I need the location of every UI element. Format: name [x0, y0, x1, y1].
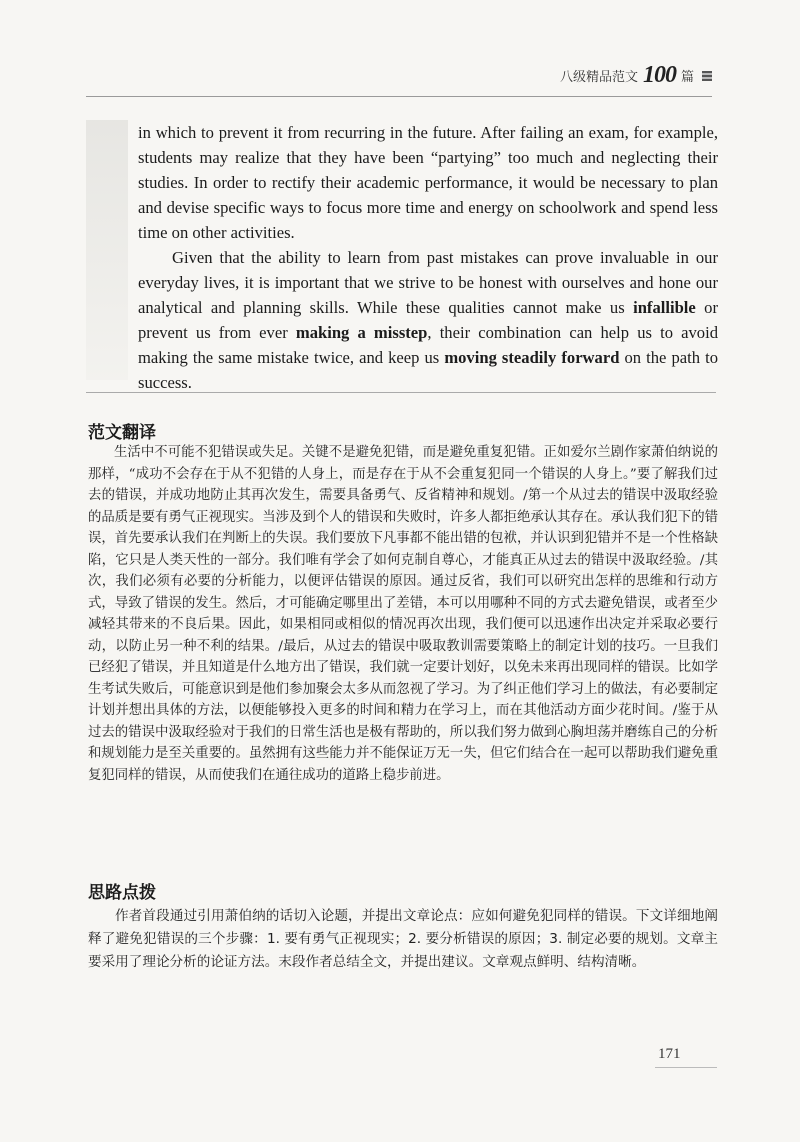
- text-run: or prevent us from ever: [138, 298, 718, 342]
- page-number: 171: [658, 1046, 681, 1062]
- bold-phrase: infallible: [633, 298, 696, 317]
- side-decoration: [86, 120, 128, 380]
- section-divider: [86, 392, 716, 393]
- tips-heading: 思路点拨: [88, 883, 156, 903]
- header-mark-icon: [702, 71, 712, 81]
- running-header: [560, 62, 712, 89]
- bold-phrase: moving steadily forward: [444, 348, 620, 367]
- header-number: 100: [642, 62, 676, 88]
- bold-phrase: making a misstep: [295, 323, 428, 342]
- text-run: in which to prevent it from recurring in the future. After failing an exam, for example, students may realize that they have been “partying” too much and neglecting their studies. In order to rectify their academic performance, it would be necessary to plan and devise specific ways to focus more time and energy on schoolwork and spend less time on other activities.: [138, 123, 718, 242]
- header-divider: [86, 96, 712, 97]
- translation-text: 生活中不可能不犯错误或失足。关键不是避免犯错，而是避免重复犯错。正如爱尔兰剧作家萧伯纳说的那样，“成功不会存在于从不犯错的人身上，而是存在于从不会重复犯同一个错误的人身上。”要了解我们过去的错误，并成功地防止其再次发生，需要具备勇气、反省精神和规划。/第一个从过去的错误中汲取经验的品质是要有勇气正视现实。当涉及到个人的错误和失败时，许多人都拒绝承认其存在。承认我们犯下的错误，首先要承认我们在判断上的失误。我们要放下凡事都不能出错的包袱，并认识到犯错并不是一个性格缺陷，它只是人类天性的一部分。我们唯有学会了如何克制自尊心，才能真正从过去的错误中汲取经验。/其次，我们必须有必要的分析能力，以便评估错误的原因。通过反省，我们可以研究出怎样的思维和行动方式，导致了错误的发生。然后，才可能确定哪里出了差错，本可以用哪种不同的方式去避免错误，或者至少减轻其带来的不良后果。因此，如果相同或相似的情况再次出现，我们便可以迅速作出决定并采取必要行动，以防止另一种不利的结果。/最后，从过去的错误中吸取教训需要策略上的制定计划的技巧。一旦我们已经犯了错误，并且知道是什么地方出了错误，我们就一定要计划好，以免未来再出现同样的错误。比如学生考试失败后，可能意识到是他们参加聚会太多从而忽视了学习。为了纠正他们学习上的做法，有必要制定计划并想出具体的方法，以便能够投入更多的时间和精力在学习上，而在其他活动方面少花时间。/鉴于从过去的错误中汲取经验对于我们的日常生活也是极有帮助的，所以我们努力做到心胸坦荡并磨练自己的分析和规划能力是至关重要的。虽然拥有这些能力并不能保证万无一失，但它们结合在一起可以帮助我们避免重复犯同样的错误，从而使我们在通往成功的道路上稳步前进。: [88, 445, 718, 783]
- translation-heading: 范文翻译: [88, 423, 156, 443]
- header-suffix: 篇: [680, 70, 694, 85]
- header-title: 八级精品范文: [559, 70, 638, 85]
- page-number-rule: [655, 1067, 717, 1068]
- english-paragraph: [138, 245, 718, 395]
- text-run: Given that the ability to learn from past mistakes can prove invaluable in our everyday lives, it is important that we strive to be honest with ourselves and hone our analytical and planning skills. While these qualities cannot make us: [138, 248, 718, 317]
- english-paragraph: [138, 120, 718, 245]
- text-run: , their combination can help us to avoid making the same mistake twice, and keep us: [138, 323, 718, 367]
- tips-text: 作者首段通过引用萧伯纳的话切入论题，并提出文章论点：应如何避免犯同样的错误。下文详细地阐释了避免犯错误的三个步骤：1. 要有勇气正视现实；2. 要分析错误的原因；3. 制定必要的规划。文章主要采用了理论分析的论证方法。末段作者总结全文，并提出建议。文章观点鲜明、结构清晰。: [88, 908, 718, 970]
- text-run: on the path to success.: [138, 348, 718, 392]
- english-essay: [138, 120, 718, 395]
